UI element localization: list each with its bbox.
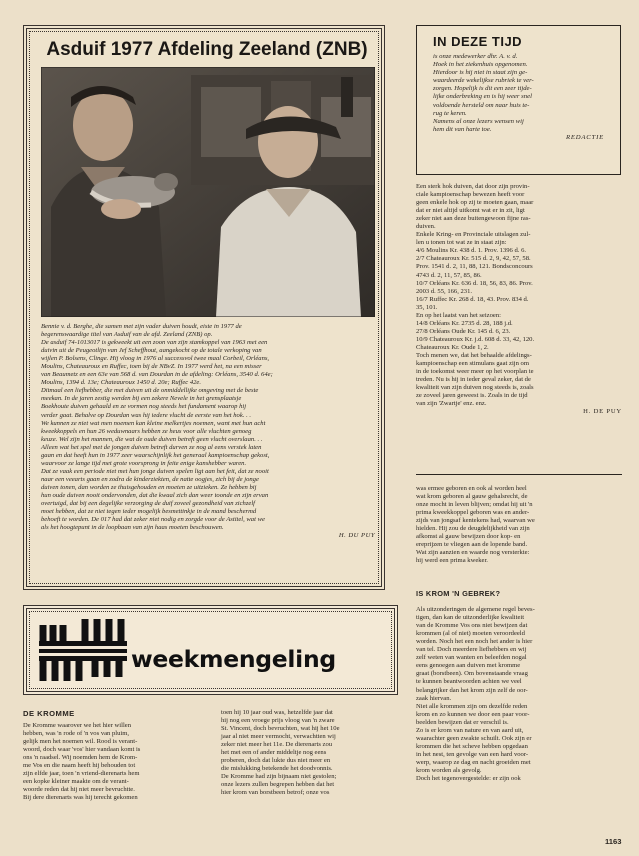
- asduif-article-frame: [23, 25, 385, 590]
- caption-line: van Beaumetz en een 63e van 568 d. van Dourdan in de afdeling: Orléans, 3540 d. 64e;: [41, 371, 273, 379]
- article-title: Asduif 1977 Afdeling Zeeland (ZNB): [46, 39, 368, 60]
- box-line: is onze medewerker dhr. A. v. d.: [433, 53, 518, 60]
- banner-word: weekmengeling: [131, 645, 336, 673]
- kromme-column-1: [23, 722, 206, 802]
- text-line: in de toekomst weer meer op het voorplan te: [416, 368, 534, 376]
- text-line: 4743 d. 2, 11, 57, 85, 86.: [416, 271, 482, 279]
- text-line: hebben, was 'n rode of 'n vos van pluim,: [23, 730, 130, 738]
- right-column-continuation: [416, 485, 622, 565]
- box-line: zorgen. Hopelijk is dit een zeer tijde-: [433, 85, 532, 93]
- text-line: gelijk men het noemen wil. Rood is verant-: [23, 738, 138, 746]
- text-line: jaar al niet meer vermocht, verwachtten wij: [221, 733, 336, 741]
- text-line: hielden. Hij zou de deugdelijkheid van zijn: [416, 525, 530, 533]
- box-title: IN DEZE TIJD: [433, 34, 523, 49]
- text-line: zeker niet meer het 11e. De dierenarts zou: [221, 741, 333, 749]
- text-line: hij nog een vroege prijs vloog van 'n zware: [221, 717, 335, 725]
- text-line: eens genoegen aan duiven met kromme: [416, 662, 521, 670]
- pigeon-photo: [41, 67, 375, 317]
- right-column-results: [416, 183, 622, 416]
- box-body: [433, 53, 604, 134]
- weekmengeling-banner: [23, 605, 398, 695]
- caption-line: begerenswaardige titel van Asduif van de afd. Zeeland (ZNB) op.: [41, 331, 213, 339]
- text-line: wat krom geboren al gauw gehalsrecht, de: [416, 493, 528, 501]
- column-signature: H. DE PUY: [583, 408, 622, 416]
- caption-line: duivin uit de Peugeotlijn van Jef Scheffhout, aangekocht op de totale verkoping van: [41, 347, 262, 355]
- kromme-heading: DE KROMME: [23, 709, 75, 718]
- text-line: woord, doch waar 'vos' hier vandaan komt is: [23, 746, 141, 754]
- text-line: hier krom van borstbeen betrof; onze vos: [221, 789, 330, 797]
- caption-line: Moulins, Chateauroux en Ruffec, toen bij de NBvZ. In 1977 werd het, na een misser: [41, 363, 262, 371]
- text-line: belangrijker dan het krom zijn zelf de oor-: [416, 686, 528, 694]
- text-line: 2/7 Chateauroux Kr. 515 d. 2, 9, 42, 57, 58.: [416, 255, 531, 263]
- caption-line: Ditmaal een liefhebber, die met duiven uit de onmiddellijke omgeving met de beste: [41, 387, 259, 395]
- caption-line: Moulins, 1394 d. 13e; Chateauroux 1450 d. 20e; Ruffec 42e.: [41, 379, 201, 387]
- text-line: ze zoveel jaren geweest is. Zoals in de tijd: [416, 392, 528, 400]
- text-line: Bij dere dierenarts was hij terecht gekomen: [23, 794, 138, 802]
- text-line: krom en zo kunnen we door een paar voor-: [416, 710, 530, 718]
- text-line: 27/8 Orléans Oude Kr. 145 d. 6, 23.: [416, 327, 511, 335]
- article-signature: H. DU PUY: [338, 532, 375, 540]
- box-line: hem dit van harte toe.: [433, 125, 492, 133]
- text-line: geen enkele hok op zij te moeten gaan, maar: [416, 199, 534, 207]
- wm-logo-icon: [39, 619, 127, 683]
- text-line: 35, 101.: [416, 303, 438, 311]
- text-line: krom worden als gevolg.: [416, 766, 482, 774]
- caption-line: gaan en dat heeft hun in 1977 zeer waarschijnlijk het generaal kampioenschap gekost,: [41, 451, 270, 459]
- caption-line: verder gaat. Behalve op Dourdan was hij iedere vlucht de eerste van het hok. . .: [41, 411, 252, 419]
- caption-line: naar een veearts gaan en zodra de kinderziekten, de natte oogjes, zich bij de jonge: [41, 475, 259, 483]
- text-line: die mislukking betekende het doodvonnis.: [221, 765, 333, 773]
- text-line: afkomst al gauw bewijzen door kop- en: [416, 533, 521, 541]
- text-line: van de Kromme Vos ons niet bewijzen dat: [416, 622, 528, 630]
- text-line: Prov. 1541 d. 2, 11, 88, 121. Bondsconcours: [416, 263, 533, 271]
- text-line: De Kromme had zijn bijnaam niet gestolen;: [221, 773, 337, 781]
- caption-line: overtuigd, dat bij een degelijke verzorging de duif zoveel gezondheid van zichzelf: [41, 500, 255, 508]
- text-line: me Vos en die naam heeft hij behouden tot: [23, 762, 136, 770]
- text-line: Wat zijn aanzien en waarde nog versterkte:: [416, 549, 530, 557]
- caption-line: Alleen wat het spel met de jongen duiven betreft durven ze nog al eens verstek laten: [41, 443, 262, 451]
- text-line: ereprijzen te vliegen aan de lopende band.: [416, 541, 528, 549]
- text-line: tigen, dan kan de uitzonderlijke kwaliteit: [416, 614, 525, 622]
- text-line: Toch menen we, dat het behaalde afdelings-: [416, 351, 532, 359]
- text-line: En op het laatst van het seizoen:: [416, 311, 501, 319]
- text-line: prima kweekkoppel geboren was en ander-: [416, 509, 530, 517]
- in-deze-tijd-box: [416, 25, 621, 175]
- text-line: treden. Nu is hij in ieder geval zeker, dat de: [416, 376, 531, 384]
- krom-gebrek-section: [416, 590, 622, 783]
- box-line: Hoek in het ziekenhuis opgenomen.: [433, 61, 528, 69]
- box-line: voldoende hersteld om naar huis te-: [433, 101, 530, 109]
- text-line: kampioenschap een stimulans gaat zijn om: [416, 360, 529, 368]
- text-line: 14/8 Orléans Kr. 2735 d. 28, 188 j.d.: [416, 319, 513, 327]
- text-line: te kunnen beantwoorden achten we veel: [416, 678, 522, 686]
- text-line: zelf weten van wanten en beleefden nogal: [416, 654, 527, 662]
- caption-line: We kunnen ze niet wat men noemen kan kleine melkertjes noemen, want met hun acht: [41, 419, 266, 427]
- text-line: Doch het tegenovergestelde: er zijn ook: [416, 775, 521, 783]
- text-line: toen hij 10 jaar oud was, hetzelfde jaar dat: [221, 709, 333, 716]
- text-line: ons 'n raadsel. Wij noemden hem de Krom-: [23, 754, 138, 762]
- text-line: Als uitzonderingen de algemene regel beves-: [416, 606, 535, 614]
- text-line: len u tonen tot wat ze in staat zijn:: [416, 239, 507, 247]
- caption-line: Bennie v. d. Berghe, die samen met zijn vader duiven houdt, eiste in 1977 de: [41, 323, 242, 330]
- text-line: St. Vincent, doch bevruchten, wat hij het 10e: [221, 725, 340, 733]
- caption-line: wijlen P. Bolsens, Clinge. Hij vloog in 1976 al successvol twee maal Corbeil, Orléans,: [41, 355, 270, 363]
- text-line: Zo is er krom van nature en van aard uit,: [416, 726, 524, 734]
- caption-line: duiven tonen, dan worden ze thuisgehouden en moeten ze uitzieken. Ze hebben bij: [41, 483, 257, 491]
- text-line: een kopke kleiner maakte om de verant-: [23, 778, 129, 786]
- text-line: worden. Noch het een noch het ander is hier: [416, 638, 533, 646]
- text-line: De Kromme waarover we het hier willen: [23, 722, 132, 729]
- text-line: proberen, doch dat lukte dus niet meer en: [221, 757, 331, 765]
- text-line: zeker niet aan deze buitengewoon fijne ras-: [416, 215, 531, 223]
- text-line: Een sterk hok duiven, dat door zijn provin-: [416, 183, 530, 190]
- text-line: Enkele Kring- en Provinciale uitslagen zul-: [416, 231, 531, 239]
- box-signature: REDACTIE: [566, 133, 604, 141]
- text-line: onze mocht in leven blijven; omdat hij uit 'n: [416, 501, 533, 509]
- text-line: zijn elfde jaar, toen 'n vriend-dierenarts hem: [23, 770, 140, 778]
- text-line: Niet alle krommen zijn om dezelfde reden: [416, 702, 528, 710]
- text-line: dat er niet altijd uitkomt wat er in zit, ligt: [416, 207, 525, 215]
- text-line: in het nest, ten gevolge van een hard voor-: [416, 750, 529, 758]
- section-heading: IS KROM 'N GEBREK?: [416, 589, 501, 598]
- text-line: zijds van jongsaf kentekens had, waarvan we: [416, 517, 535, 525]
- column-divider: [416, 474, 622, 475]
- text-line: was ermee geboren en ook al worden heel: [416, 485, 527, 492]
- text-line: woorde reden dat hij niet meer bevruchtte.: [23, 786, 135, 794]
- text-line: 16/7 Ruffec Kr. 268 d. 18, 43. Prov. 834 d.: [416, 295, 529, 303]
- text-line: het met een of ander middeltje nog eens: [221, 749, 327, 757]
- box-line: lijke onderbreking en is hij weer snel: [433, 93, 532, 101]
- page-number: 1163: [605, 837, 622, 846]
- text-line: 10/9 Chateauroux Kr. j.d. 608 d. 33, 42, 120.: [416, 335, 535, 343]
- text-line: Chateauroux Kr. Oude 1, 2.: [416, 343, 489, 351]
- box-line: waardeerde wekelijkse rubriek te ver-: [433, 77, 534, 85]
- caption-line: De asduif 74-1013017 is gekweekt uit een zoon van zijn stamkoppel van 1963 met een: [41, 339, 268, 347]
- text-line: van zijn 'Zwartje' enz. enz.: [416, 400, 487, 408]
- text-line: onze lezers zullen begrepen hebben dat het: [221, 781, 335, 789]
- box-line: rug te keren.: [433, 109, 467, 117]
- caption-line: Boekhoute duiven gehaald en ze vormen nog steeds het fundament waarop hij: [41, 403, 247, 411]
- caption-line: hun oude duiven nooit ondervonden, dat die kwaal zich dan weer toonde en zijn ervan: [41, 491, 269, 499]
- text-line: duiven.: [416, 223, 436, 231]
- caption-line: Dat ze vaak een periode niet met hun jonge duiven spelen ligt aan het feit, dat ze nooit: [41, 467, 269, 475]
- text-line: zaak hiervan.: [416, 694, 452, 702]
- text-line: ciale kampioenschap bewezen heeft voor: [416, 191, 525, 199]
- box-line: Hierdoor is hij niet in staat zijn ge-: [433, 69, 528, 77]
- text-line: krommen die het scheve hebben opgedaan: [416, 742, 528, 750]
- kromme-column-2: [221, 709, 404, 798]
- text-line: kwaliteit van zijn duiven nog steeds is, zoals: [416, 384, 534, 392]
- caption-line: kweekkoppels en hun 26 weduwnaars hebben ze heus voor alle vluchten genoeg: [41, 427, 252, 435]
- box-line: Namens al onze lezers wensen wij: [433, 117, 524, 125]
- caption-line: als het hoogtepunt in de loopbaan van zijn haas moeten beschouwen.: [41, 524, 224, 532]
- text-line: 4/6 Moulins Kr. 438 d. 1. Prov. 1396 d. 6.: [416, 247, 527, 255]
- caption-line: moet hebben, dat ze niet tegen ieder mogelijk besmettinkje in de mand beschermd: [41, 508, 257, 516]
- caption-line: meekan. In de jaren zestig werden bij een zekere Nevele in het grensplaatsje: [41, 395, 242, 403]
- caption-line: behoeft te worden. De 017 had dat zeker niet nodig en zorgde voor de Astitel, wat we: [41, 516, 265, 524]
- text-line: 2003 d. 55, 166, 231.: [416, 287, 473, 295]
- text-line: hij werd een prima kweker.: [416, 557, 488, 565]
- caption-line: keuze. Wel zijn het mannen, die wat de oude duiven betreft geen vlucht overslaan. . .: [41, 435, 263, 443]
- text-line: beelden bewijzen dat er verschil is.: [416, 718, 509, 726]
- text-line: graat (borstbeen). Om bovenstaande vraag: [416, 670, 528, 678]
- text-line: waarachter geen zwakte schuilt. Ook zijn er: [416, 734, 532, 742]
- text-line: 10/7 Orléans Kr. 636 d. 18, 56, 83, 86. Prov.: [416, 279, 533, 287]
- text-line: werp, waarop ze dag en nacht groeiden met: [416, 758, 531, 766]
- text-line: krommen (al of niet) moeten veroordeeld: [416, 630, 525, 638]
- caption-line: waarvoor ze lange tijd met grote voorsprong in feite enige kanshebber waren.: [41, 459, 247, 467]
- text-line: van tel. Doch meerdere liefhebbers en wij: [416, 646, 527, 654]
- article-caption: [41, 323, 375, 540]
